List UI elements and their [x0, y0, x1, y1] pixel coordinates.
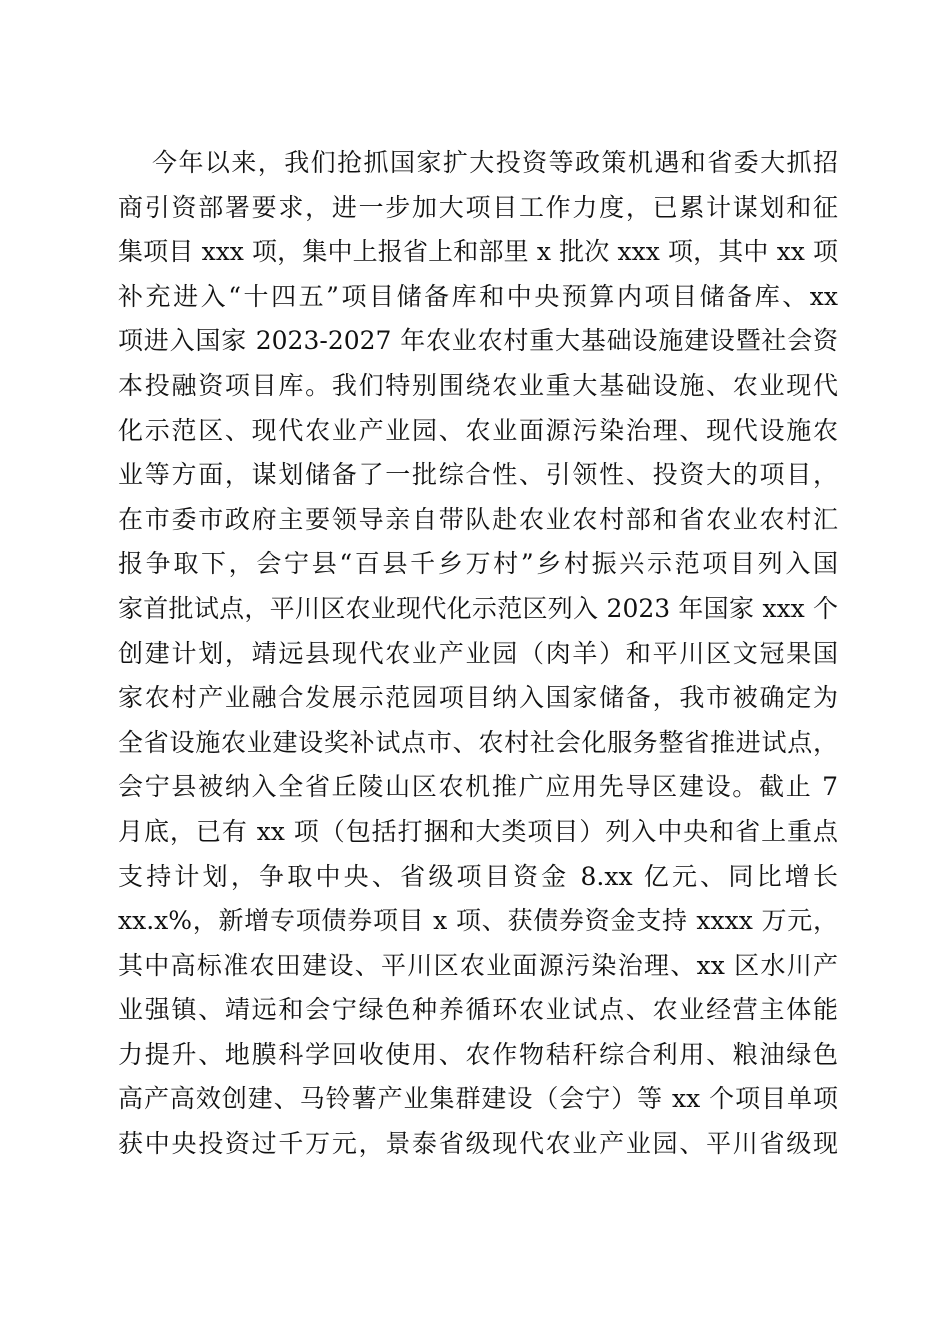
paragraph-line: 今年以来，我们抢抓国家扩大投资等政策机遇和省委大抓招	[152, 148, 838, 177]
paragraph-line: 集项目 xxx 项，集中上报省上和部里 x 批次 xxx 项，其中 xx 项	[118, 237, 838, 267]
paragraph-line: 月底，已有 xx 项（包括打捆和大类项目）列入中央和省上重点	[118, 816, 838, 846]
body-paragraph	[118, 141, 838, 1167]
paragraph-line: xx.x%，新增专项债券项目 x 项、获债券资金支持 xxxx 万元，	[118, 906, 838, 936]
paragraph-line: 高产高效创建、马铃薯产业集群建设（会宁）等 xx 个项目单项	[118, 1084, 838, 1114]
paragraph-line: 力提升、地膜科学回收使用、农作物秸秆综合利用、粮油绿色	[118, 1039, 838, 1069]
paragraph-line: 项进入国家 2023-2027 年农业农村重大基础设施建设暨社会资	[118, 326, 838, 356]
paragraph-line: 本投融资项目库。我们特别围绕农业重大基础设施、农业现代	[118, 370, 838, 400]
paragraph-line: 业等方面，谋划储备了一批综合性、引领性、投资大的项目，	[118, 460, 838, 490]
paragraph-line: 家首批试点，平川区农业现代化示范区列入 2023 年国家 xxx 个	[118, 593, 838, 623]
paragraph-line: 会宁县被纳入全省丘陵山区农机推广应用先导区建设。截止 7	[118, 772, 838, 802]
paragraph-line: 创建计划，靖远县现代农业产业园（肉羊）和平川区文冠果国	[118, 638, 838, 668]
paragraph-line: 获中央投资过千万元，景泰省级现代农业产业园、平川省级现	[118, 1129, 838, 1159]
paragraph-line: 支持计划，争取中央、省级项目资金 8.xx 亿元、同比增长	[118, 861, 838, 891]
paragraph-line: 业强镇、靖远和会宁绿色种养循环农业试点、农业经营主体能	[118, 995, 838, 1025]
paragraph-line: 全省设施农业建设奖补试点市、农村社会化服务整省推进试点，	[118, 727, 838, 757]
paragraph-line: 报争取下，会宁县“百县千乡万村”乡村振兴示范项目列入国	[118, 549, 838, 579]
paragraph-line: 在市委市政府主要领导亲自带队赴农业农村部和省农业农村汇	[118, 504, 838, 534]
paragraph-line: 补充进入“十四五”项目储备库和中央预算内项目储备库、xx	[118, 281, 838, 311]
paragraph-line: 其中高标准农田建设、平川区农业面源污染治理、xx 区水川产	[118, 950, 838, 980]
paragraph-line: 商引资部署要求，进一步加大项目工作力度，已累计谋划和征	[118, 192, 838, 222]
paragraph-line: 家农村产业融合发展示范园项目纳入国家储备，我市被确定为	[118, 683, 838, 713]
paragraph-line: 化示范区、现代农业产业园、农业面源污染治理、现代设施农	[118, 415, 838, 445]
